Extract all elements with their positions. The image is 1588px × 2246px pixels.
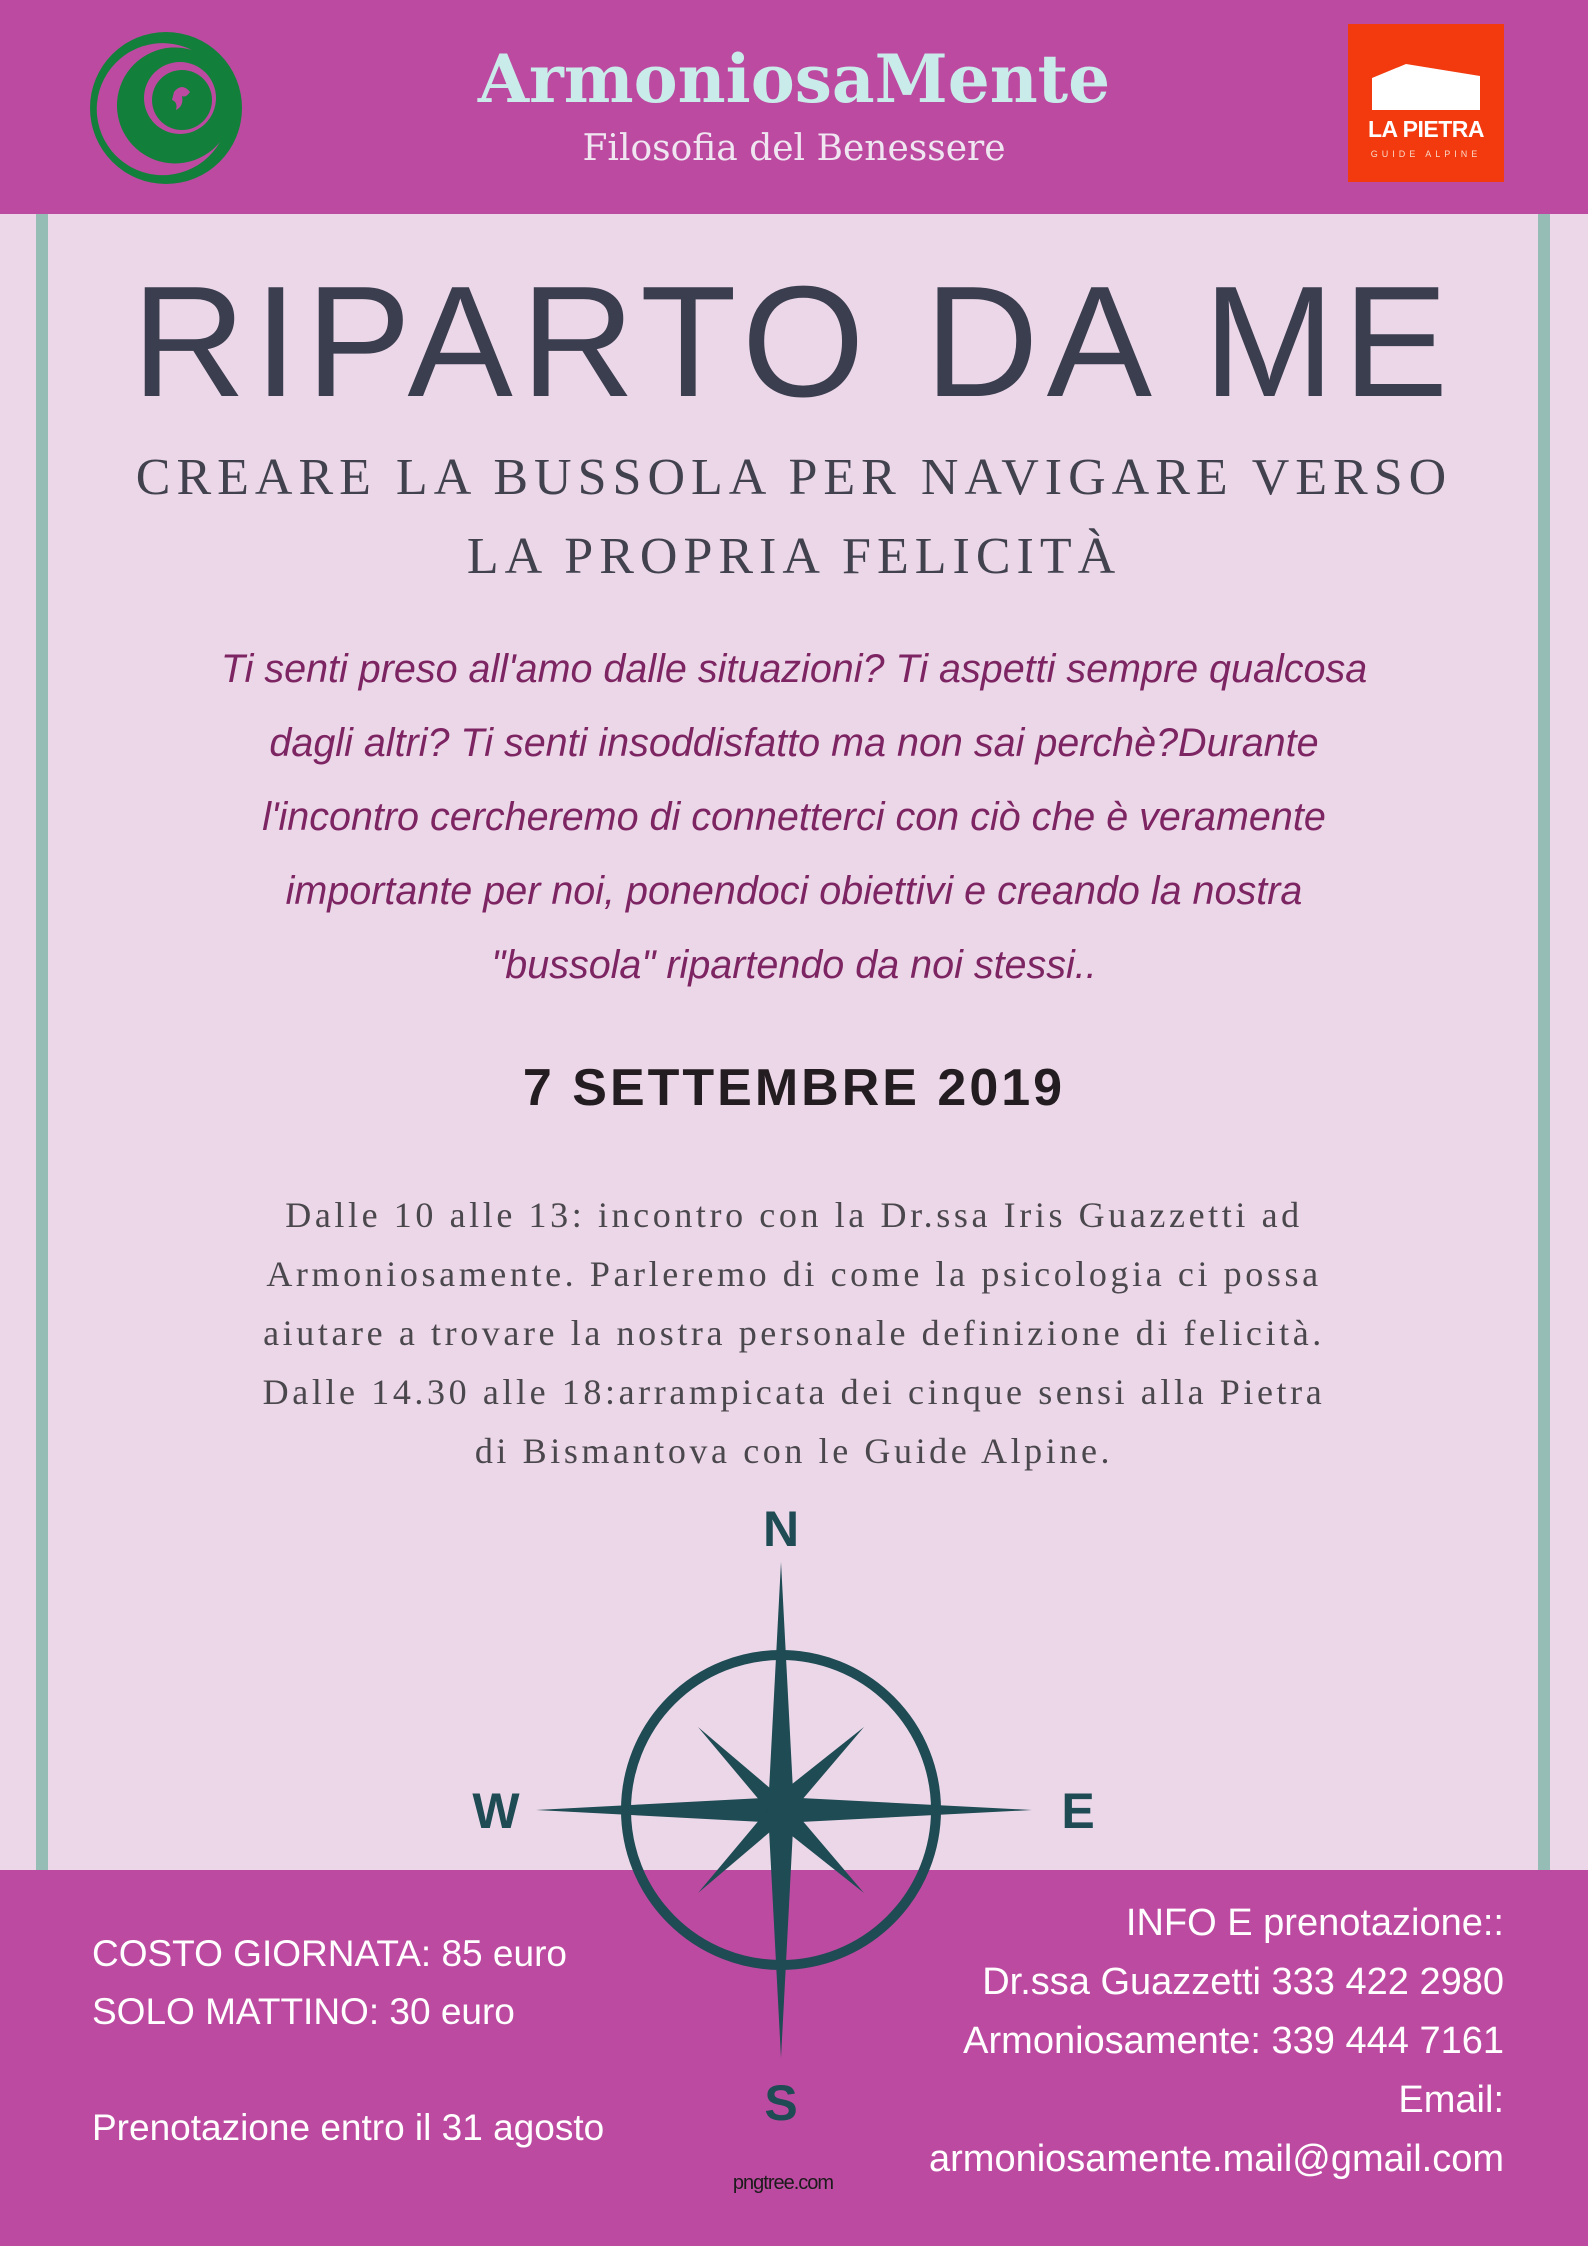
- booking-deadline: Prenotazione entro il 31 agosto: [92, 2107, 605, 2148]
- la-pietra-name: LA PIETRA: [1367, 116, 1485, 142]
- la-pietra-logo: [1348, 24, 1504, 182]
- contact-center-phone: Armoniosamente: 339 444 7161: [963, 2020, 1504, 2062]
- detail-line: Dalle 10 alle 13: incontro con la Dr.ssa Iris Guazzetti ad: [285, 1195, 1303, 1235]
- event-subtitle-line-2: LA PROPRIA FELICITÀ: [466, 528, 1122, 585]
- detail-line: di Bismantova con le Guide Alpine.: [474, 1431, 1114, 1471]
- cost-morning-only: SOLO MATTINO: 30 euro: [92, 1991, 515, 2032]
- event-date: 7 SETTEMBRE 2019: [522, 1059, 1066, 1117]
- cost-full-day: COSTO GIORNATA: 85 euro: [92, 1933, 567, 1974]
- event-title: RIPARTO DA ME: [131, 254, 1457, 430]
- compass-south-label: S: [764, 2075, 798, 2131]
- info-title: INFO E prenotazione::: [1125, 1902, 1504, 1944]
- compass-west-label: W: [472, 1783, 520, 1839]
- detail-line: Dalle 14.30 alle 18:arrampicata dei cinque sensi alla Pietra: [262, 1372, 1326, 1412]
- intro-line: l'incontro cercheremo di connetterci con ciò che è veramente: [262, 795, 1326, 839]
- contact-doctor-phone: Dr.ssa Guazzetti 333 422 2980: [982, 1961, 1504, 2003]
- watermark: pngtree.com: [732, 2172, 834, 2194]
- intro-line: dagli altri? Ti senti insoddisfatto ma non sai perchè?Durante: [269, 721, 1319, 765]
- brand-title: ArmoniosaMente: [477, 40, 1111, 118]
- intro-paragraph: [110, 632, 1478, 1002]
- detail-line: Armoniosamente. Parleremo di come la psicologia ci possa: [266, 1254, 1322, 1294]
- compass-east-label: E: [1061, 1783, 1095, 1839]
- event-subtitle-line-1: CREARE LA BUSSOLA PER NAVIGARE VERSO: [135, 449, 1453, 506]
- intro-line: "bussola" ripartendo da noi stessi..: [491, 943, 1097, 987]
- email-label: Email:: [1398, 2079, 1504, 2121]
- email-address: armoniosamente.mail@gmail.com: [929, 2138, 1504, 2180]
- compass-north-label: N: [762, 1501, 800, 1557]
- schedule-details: [100, 1186, 1488, 1481]
- detail-line: aiutare a trovare la nostra personale definizione di felicità.: [263, 1313, 1325, 1353]
- brand-subtitle: Filosofia del Benessere: [582, 128, 1006, 169]
- intro-line: importante per noi, ponendoci obiettivi e creando la nostra: [285, 869, 1303, 913]
- la-pietra-subtitle: GUIDE ALPINE: [1370, 149, 1482, 159]
- intro-line: Ti senti preso all'amo dalle situazioni? Ti aspetti sempre qualcosa: [220, 647, 1368, 691]
